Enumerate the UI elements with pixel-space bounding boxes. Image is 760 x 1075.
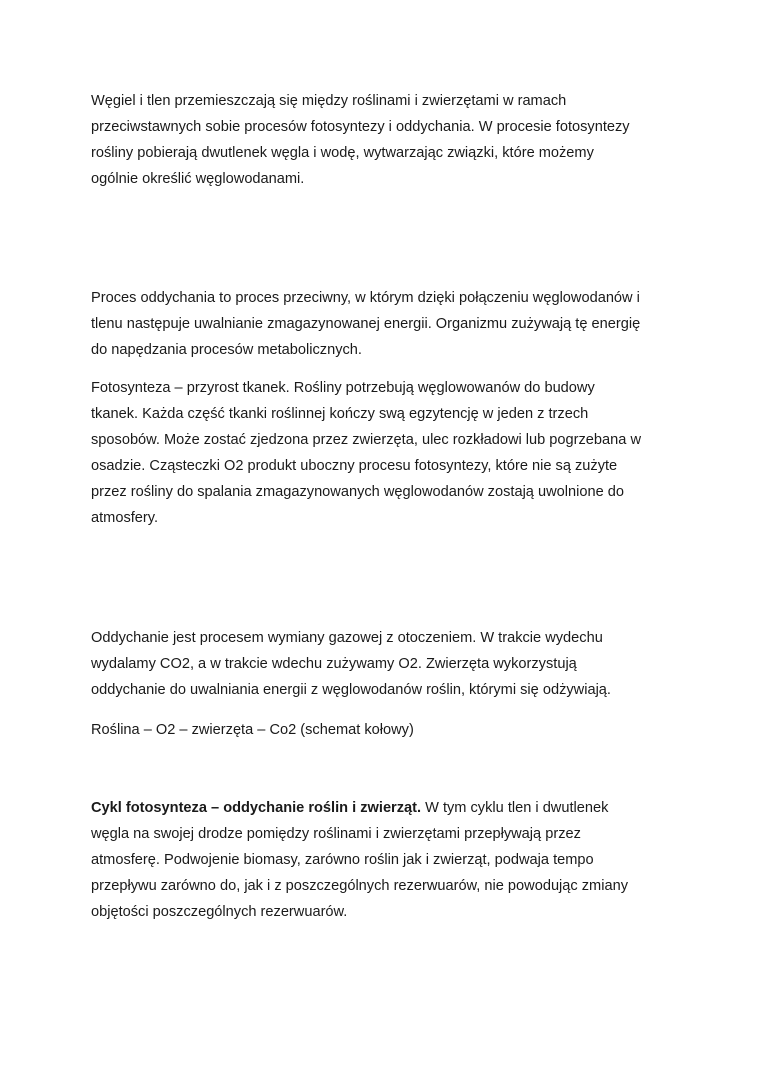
text-line: przeciwstawnych sobie procesów fotosyntezy i oddychania. W procesie fotosyntezy <box>91 119 630 135</box>
paragraph-cycle-description <box>91 795 691 925</box>
paragraph-gas-exchange <box>91 625 691 703</box>
text-line: rośliny pobierają dwutlenek węgla i wodę, wytwarzając związki, które możemy <box>91 145 594 161</box>
text-line: węgla na swojej drodze pomiędzy roślinami i zwierzętami przepływają przez <box>91 826 581 842</box>
text-line: atmosferę. Podwojenie biomasy, zarówno roślin jak i zwierząt, podwaja tempo <box>91 852 594 868</box>
text-line: Proces oddychania to proces przeciwny, w którym dzięki połączeniu węglowodanów i <box>91 290 640 306</box>
text-line: Oddychanie jest procesem wymiany gazowej z otoczeniem. W trakcie wydechu <box>91 630 603 646</box>
text-line: tlenu następuje uwalnianie zmagazynowanej energii. Organizmu zużywają tę energię <box>91 316 641 332</box>
paragraph-respiration-process <box>91 285 691 363</box>
lead-rest: W tym cyklu tlen i dwutlenek <box>421 800 609 816</box>
text-line: oddychanie do uwalniania energii z węglowodanów roślin, którymi się odżywiają. <box>91 682 611 698</box>
text-line: przepływu zarówno do, jak i z poszczególnych rezerwuarów, nie powodując zmiany <box>91 878 628 894</box>
text-line: wydalamy CO2, a w trakcie wdechu zużywamy O2. Zwierzęta wykorzystują <box>91 656 577 672</box>
paragraph-carbon-oxygen-intro <box>91 88 691 192</box>
text-line-lead <box>91 795 691 821</box>
text-line: Fotosynteza – przyrost tkanek. Rośliny potrzebują węglowowanów do budowy <box>91 380 595 396</box>
text-line: przez rośliny do spalania zmagazynowanych węglowodanów zostają uwolnione do <box>91 484 624 500</box>
text-line: Roślina – O2 – zwierzęta – Co2 (schemat kołowy) <box>91 722 414 738</box>
text-line: Węgiel i tlen przemieszczają się między roślinami i zwierzętami w ramach <box>91 93 567 109</box>
paragraph-photosynthesis-growth <box>91 375 691 531</box>
bold-heading: Cykl fotosynteza – oddychanie roślin i zwierząt. <box>91 800 422 816</box>
paragraph-cycle-scheme <box>91 717 691 743</box>
text-line: sposobów. Może zostać zjedzona przez zwierzęta, ulec rozkładowi lub pogrzebana w <box>91 432 641 448</box>
text-line: tkanek. Każda część tkanki roślinnej kończy swą egzytencję w jeden z trzech <box>91 406 589 422</box>
text-line: osadzie. Cząsteczki O2 produkt uboczny procesu fotosyntezy, które nie są zużyte <box>91 458 618 474</box>
text-line: objętości poszczególnych rezerwuarów. <box>91 904 348 920</box>
text-line: atmosfery. <box>91 510 159 526</box>
text-line: do napędzania procesów metabolicznych. <box>91 342 362 358</box>
text-line: ogólnie określić węglowodanami. <box>91 171 305 187</box>
